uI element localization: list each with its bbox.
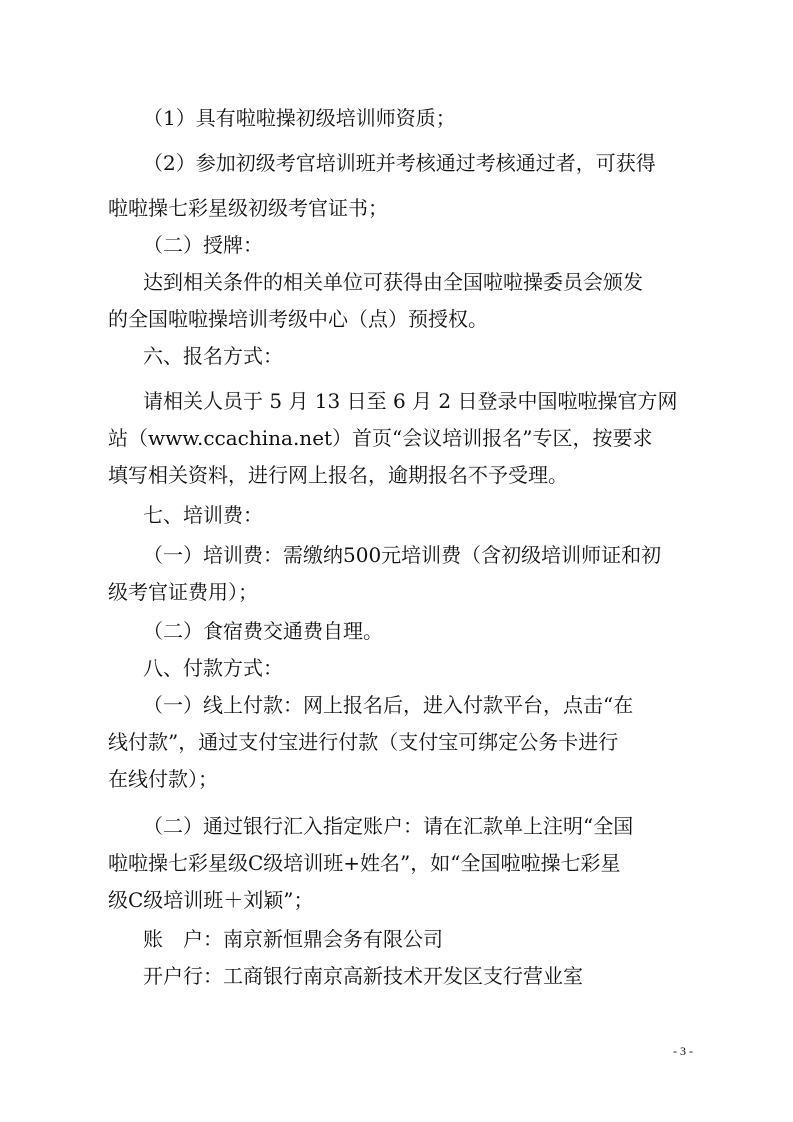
page-number: - 3 - — [673, 1044, 693, 1058]
paragraph-license-line2: 的全国啦啦操培训考级中心（点）预授权。 — [108, 307, 488, 331]
list-item-online-payment-line3: 在线付款）； — [108, 767, 218, 791]
list-item-training-fee-line2: 级考官证费用）； — [108, 580, 258, 604]
paragraph-license-line1: 达到相关条件的相关单位可获得由全国啦啦操委员会颁发 — [143, 270, 643, 294]
list-item-exam-pass-line1: （2）参加初级考官培训班并考核通过考核通过者，可获得 — [143, 151, 656, 175]
account-name: 账 户：南京新恒鼎会务有限公司 — [143, 927, 443, 951]
account-bank: 开户行：工商银行南京高新技术开发区支行营业室 — [143, 964, 583, 988]
list-item-online-payment-line2: 线付款”，通过支付宝进行付款（支付宝可绑定公务卡进行 — [108, 730, 619, 754]
paragraph-registration-line3: 填写相关资料，进行网上报名，逾期报名不予受理。 — [108, 463, 568, 487]
list-item-exam-pass-line2: 啦啦操七彩星级初级考官证书； — [108, 196, 388, 220]
list-item-bank-transfer-line2: 啦啦操七彩星级C级培训班+姓名”，如“全国啦啦操七彩星 — [108, 851, 621, 875]
paragraph-registration-line2: 站（www.ccachina.net）首页“会议培训报名”专区，按要求 — [108, 426, 653, 450]
list-item-qualification: （1）具有啦啦操初级培训师资质； — [143, 106, 456, 130]
paragraph-registration-line1: 请相关人员于 5 月 13 日至 6 月 2 日登录中国啦啦操官方网 — [143, 389, 678, 413]
section-heading-payment: 八、付款方式： — [143, 656, 283, 680]
list-item-bank-transfer-line1: （二）通过银行汇入指定账户：请在汇款单上注明“全国 — [143, 814, 634, 838]
list-item-lodging-fee: （二）食宿费交通费自理。 — [143, 619, 383, 643]
section-heading-license: （二）授牌： — [143, 233, 263, 257]
list-item-bank-transfer-line3: 级C级培训班＋刘颖”； — [108, 888, 314, 912]
section-heading-registration: 六、报名方式： — [143, 344, 283, 368]
section-heading-fees: 七、培训费： — [143, 503, 263, 527]
list-item-training-fee-line1: （一）培训费：需缴纳500元培训费（含初级培训师证和初 — [143, 543, 662, 567]
list-item-online-payment-line1: （一）线上付款：网上报名后，进入付款平台，点击“在 — [143, 693, 634, 717]
